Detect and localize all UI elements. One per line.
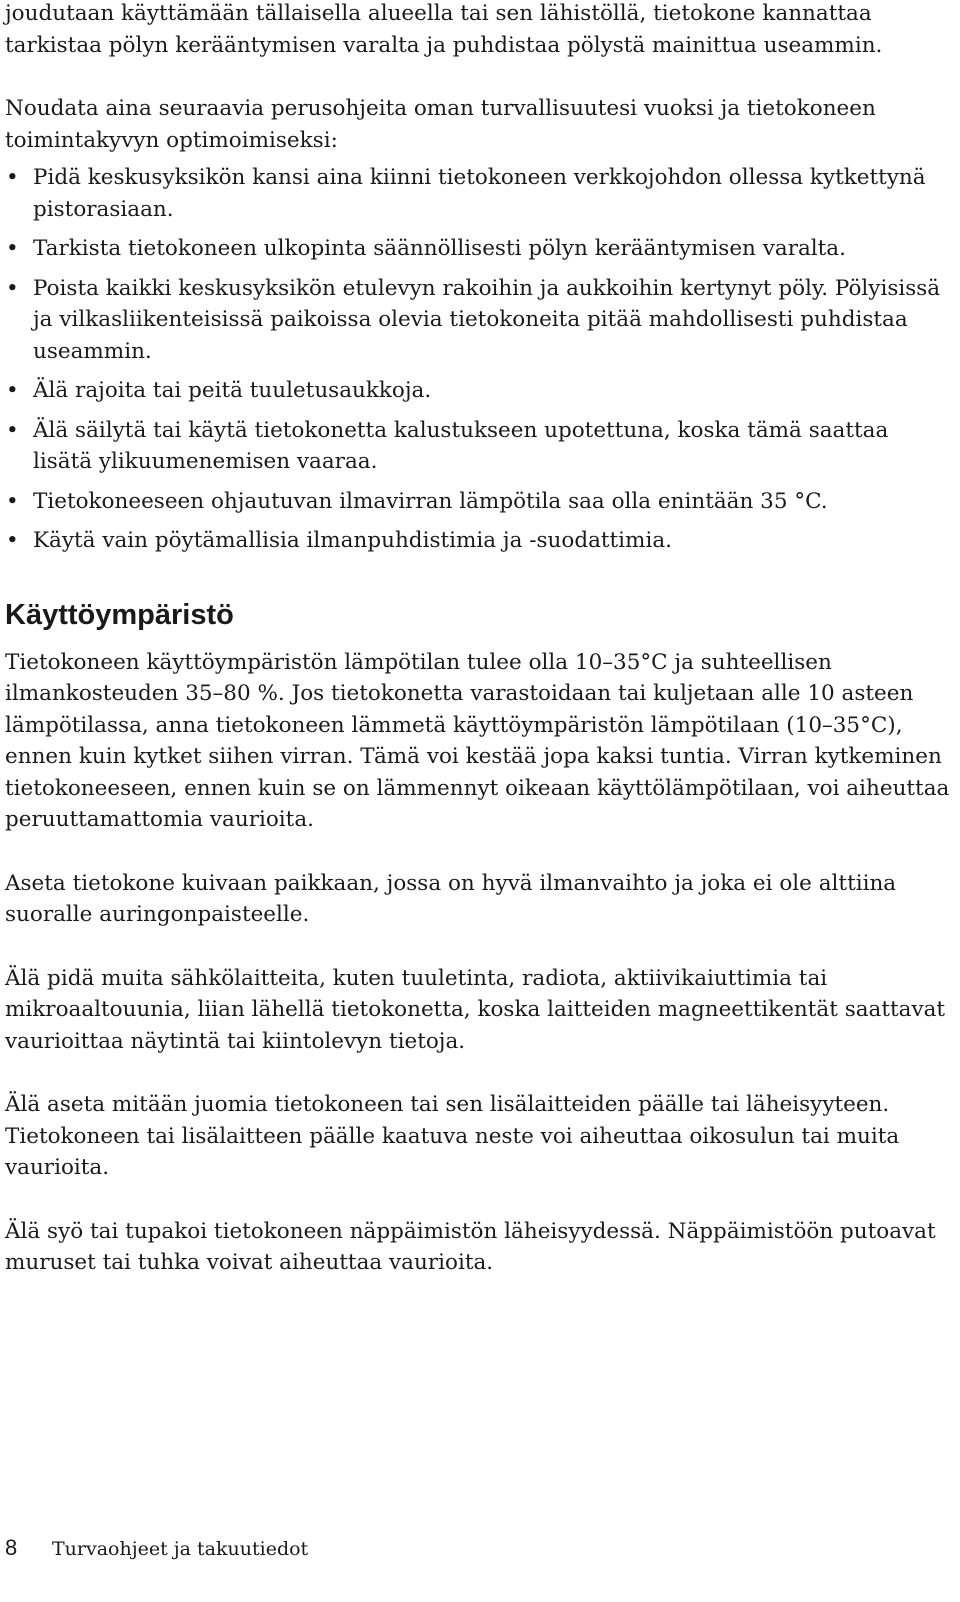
bullet-marker: • — [6, 528, 19, 553]
list-item-text: Poista kaikki keskusyksikön etulevyn rakoihin ja aukkoihin kertynyt pöly. Pölyisissä ja vilkasliikenteisissä paikoissa olevia tietokoneita pitää mahdollisesti puhdistaa useammin. — [33, 275, 941, 364]
bullet-marker: • — [6, 378, 19, 403]
bullet-marker: • — [6, 488, 19, 514]
list-item-text: Käytä vain pöytämallisia ilmanpuhdistimia ja -suodattimia. — [33, 528, 672, 553]
bullet-marker: • — [6, 417, 19, 443]
section-paragraph: Aseta tietokone kuivaan paikkaan, jossa on hyvä ilmanvaihto ja joka ei ole alttiina suoralle auringonpaisteelle. — [5, 870, 897, 927]
footer-title: Turvaohjeet ja takuutiedot — [52, 1538, 309, 1560]
page-number: 8 — [5, 1535, 18, 1560]
section-heading: Käyttöympäristö — [5, 598, 234, 631]
page-footer — [5, 1535, 308, 1561]
guidelines-list — [5, 162, 950, 557]
list-item — [5, 375, 950, 407]
list-item — [5, 162, 950, 225]
document-page — [5, 0, 950, 1279]
list-item-text: Tarkista tietokoneen ulkopinta säännöllisesti pölyn kerääntymisen varalta. — [33, 236, 846, 261]
bullet-marker: • — [6, 275, 19, 301]
guidelines-intro: Noudata aina seuraavia perusohjeita oman turvallisuutesi vuoksi ja tietokoneen toimintakyvyn optimoimiseksi: — [5, 96, 876, 153]
list-item — [5, 525, 950, 557]
list-item-text: Älä säilytä tai käytä tietokonetta kalustukseen upotettuna, koska tämä saattaa lisätä ylikuumenemisen vaaraa. — [33, 417, 889, 474]
list-item — [5, 233, 950, 265]
section-paragraph: Tietokoneen käyttöympäristön lämpötilan tulee olla 10–35°C ja suhteellisen ilmankosteuden 35–80 %. Jos tietokonetta varastoidaan tai kuljetaan alle 10 asteen lämpötilassa, anna tietokoneen lämmetä käyttöympäristön lämpötilaan (10–35°C), ennen kuin kytket siihen virran. Tämä voi kestää jopa kaksi tuntia. Virran kytkeminen tietokoneeseen, ennen kuin se on lämmennyt oikeaan käyttölämpötilaan, voi aiheuttaa peruuttamattomia vaurioita. — [5, 649, 950, 832]
list-item-text: Älä rajoita tai peitä tuuletusaukkoja. — [33, 378, 432, 403]
bullet-marker: • — [6, 165, 19, 190]
intro-paragraph: joudutaan käyttämään tällaisella alueella tai sen lähistöllä, tietokone kannattaa tarkistaa pölyn kerääntymisen varalta ja puhdistaa pölystä mainittua useammin. — [5, 1, 883, 58]
bullet-marker: • — [6, 236, 19, 261]
list-item — [5, 273, 950, 368]
list-item-text: Tietokoneeseen ohjautuvan ilmavirran lämpötila saa olla enintään 35 °C. — [33, 488, 828, 514]
list-item — [5, 415, 950, 478]
list-item-text: Pidä keskusyksikön kansi aina kiinni tietokoneen verkkojohdon ollessa kytkettynä pistorasiaan. — [33, 165, 926, 222]
section-paragraph: Älä aseta mitään juomia tietokoneen tai sen lisälaitteiden päälle tai läheisyyteen. Tietokoneen tai lisälaitteen päälle kaatuva neste voi aiheuttaa oikosulun tai muita vaurioita. — [5, 1092, 900, 1180]
list-item — [5, 486, 950, 518]
section-paragraph: Älä pidä muita sähkölaitteita, kuten tuuletinta, radiota, aktiivikaiuttimia tai mikroaaltouunia, liian lähellä tietokonetta, koska laitteiden magneettikentät saattavat vaurioittaa näytintä tai kiintolevyn tietoja. — [5, 965, 946, 1054]
section-paragraph: Älä syö tai tupakoi tietokoneen näppäimistön läheisyydessä. Näppäimistöön putoavat muruset tai tuhka voivat aiheuttaa vaurioita. — [5, 1218, 936, 1275]
